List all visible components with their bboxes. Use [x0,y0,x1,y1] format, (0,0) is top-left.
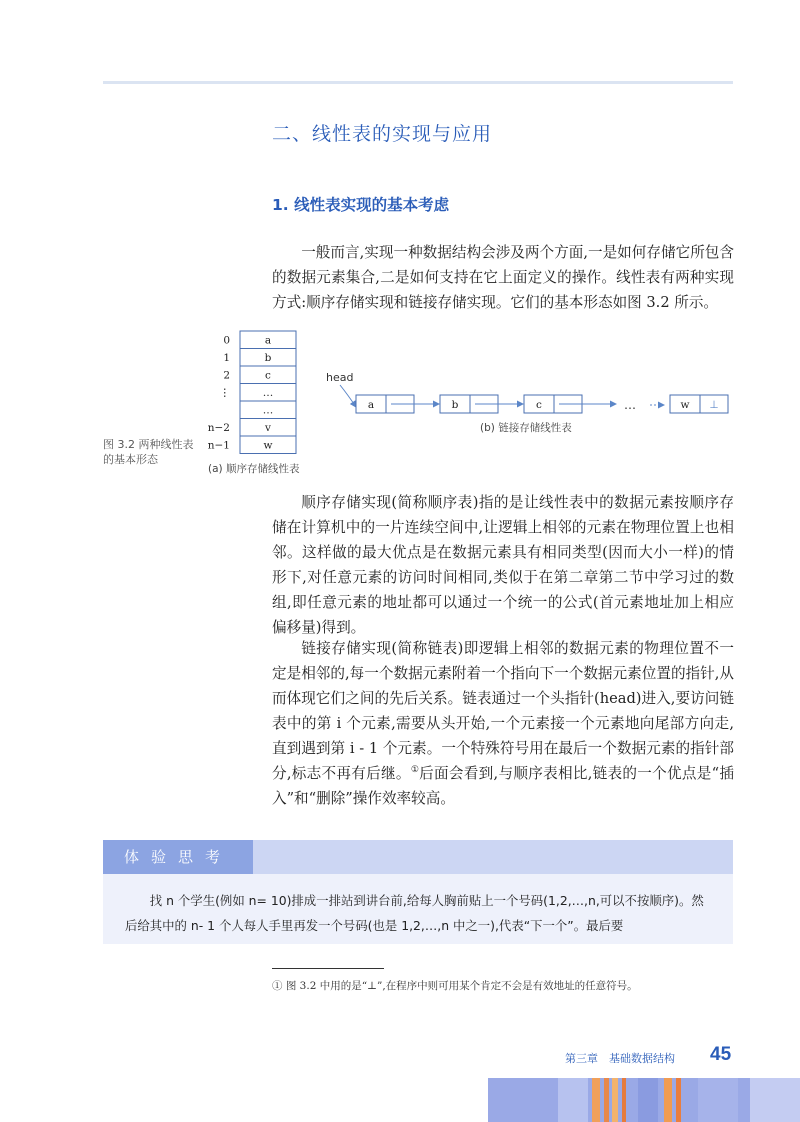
array-cell-value: b [264,352,272,364]
head-label: head [326,371,354,384]
paragraph-sequential-text: 顺序存储实现(简称顺序表)指的是让线性表中的数据元素按顺序存储在计算机中的一片连续空间中,让逻辑上相邻的元素在物理位置上也相邻。这样做的最大优点是在数据元素具有相同类型(因而大小一样)的情形下,对任意元素的访问时间相同,类似于在第二章第二节中学习过的数组,即任意元素的地址都可以通过一个统一的公式(首元素地址加上相应偏移量)得到。 [272,494,734,636]
linked-list-caption: (b) 链接存储线性表 [480,422,572,434]
figure-caption: 图 3.2 两种线性表的基本形态 [103,438,194,466]
array-cell-value: … [262,404,274,417]
page-number: 45 [710,1044,732,1065]
head-arrow [340,385,356,407]
figure-3-2 [200,325,740,475]
list-ellipsis: … [624,398,636,412]
array-index: 2 [223,369,230,382]
paragraph-linked-part2: 后面会看到,与顺序表相比,链表的一个优点是“插入”和“删除”操作效率较高。 [272,765,734,807]
subsection-title: 1. 线性表实现的基本考虑 [272,196,450,214]
footnote-ref[interactable]: ① [410,765,420,776]
array-index: n−1 [207,439,230,452]
paragraph-linked-text [272,636,734,811]
footer-chapter: 第三章 基础数据结构 [565,1052,675,1065]
null-terminator-icon: ⊥ [709,399,719,411]
think-box-text: 找 n 个学生(例如 n= 10)排成一排站到讲台前,给每人胸前贴上一个号码(1,2,…,n,可以不按顺序)。然后给其中的 n- 1 个人每人手里再发一个号码(也是 1,2,…,n 中之一),代表“下一个”。最后要 [125,893,704,933]
sequential-array [208,331,296,454]
paragraph-intro [272,240,734,315]
array-cell-value: a [264,334,272,347]
node-value: b [451,399,459,411]
array-index: 0 [223,334,230,347]
footnote: ① 图 3.2 中用的是“⊥”,在程序中则可用某个肯定不会是有效地址的任意符号。 [272,980,638,992]
think-box-title: 体验思考 [103,840,253,874]
array-cell-value: … [262,387,274,399]
paragraph-intro-text: 一般而言,实现一种数据结构会涉及两个方面,一是如何存储它所包含的数据元素集合,二是如何支持在它上面定义的操作。线性表有两种实现方式:顺序存储实现和链接存储实现。它们的基本形态如图 3.2 所示。 [272,244,734,311]
paragraph-linked-part1: 链接存储实现(简称链表)即逻辑上相邻的数据元素的物理位置不一定是相邻的,每一个数据元素附着一个指向下一个数据元素位置的指针,从而体现它们之间的先后关系。链表通过一个头指针(head)进入,要访问链表中的第 i 个元素,需要从头开始,一个元素接一个元素地向尾部方向走,直到遇到第 i - 1 个元素。一个特殊符号用在最后一个数据元素的指针部分,标志不再有后继。 [272,640,734,782]
sequential-array-caption: (a) 顺序存储线性表 [208,463,300,475]
section-title: 二、线性表的实现与应用 [272,123,493,145]
array-index: ⋮ [219,387,230,399]
linked-list [326,371,728,413]
node-value: a [367,399,375,411]
node-value: w [680,399,690,411]
array-cell-value: v [265,422,271,434]
footnote-rule [272,968,384,969]
header-rule [103,81,733,84]
array-cell-value: c [265,369,271,382]
node-value: c [536,399,542,411]
paragraph-sequential [272,490,734,640]
array-cell-value: w [263,439,273,452]
paragraph-linked [272,636,734,811]
array-index: n−2 [207,422,230,434]
decorative-color-bars [488,1078,800,1122]
array-index: 1 [223,352,230,364]
